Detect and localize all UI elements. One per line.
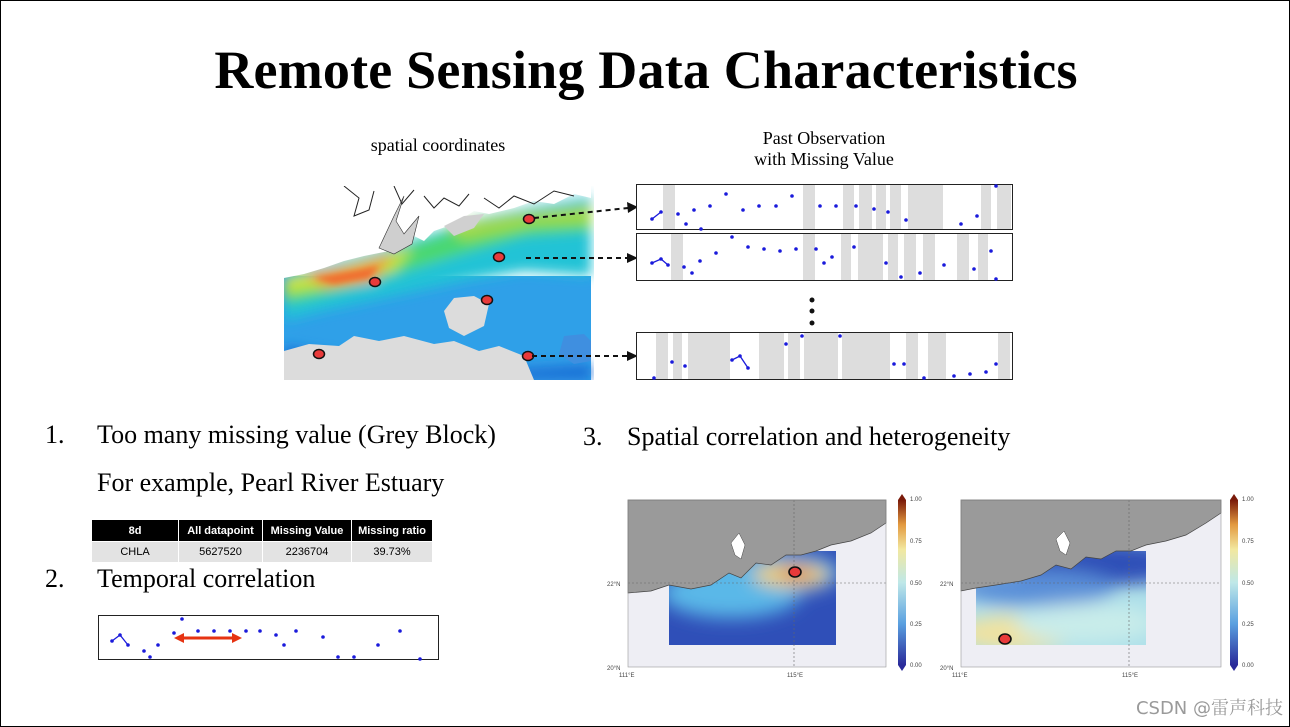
timeseries-panel-3 bbox=[636, 332, 1014, 381]
location-marker bbox=[494, 253, 505, 262]
table-header: Missing ratio bbox=[352, 520, 433, 542]
colorbar-tick: 0.25 bbox=[910, 622, 922, 628]
lat-label: 22°N bbox=[607, 582, 621, 588]
missing-value-table bbox=[91, 519, 433, 563]
spatial-coordinates-label: spatial coordinates bbox=[370, 135, 506, 155]
colorbar-tick: 0.75 bbox=[1242, 539, 1254, 545]
table-header: Missing Value bbox=[263, 520, 352, 542]
bullet-2-text: Temporal correlation bbox=[97, 564, 316, 593]
correlation-map-right bbox=[936, 493, 1266, 683]
bullet-3-number: 3. bbox=[583, 422, 603, 451]
slide-title: Remote Sensing Data Characteristics bbox=[214, 40, 1078, 100]
table-row bbox=[92, 542, 433, 563]
table-header: All datapoint bbox=[179, 520, 263, 542]
colorbar bbox=[1230, 500, 1238, 665]
table-header-row bbox=[92, 520, 433, 542]
vertical-ellipsis bbox=[806, 296, 818, 332]
bullet-1-number: 1. bbox=[45, 420, 65, 449]
bullet-1-text: Too many missing value (Grey Block) bbox=[97, 420, 496, 449]
colorbar-tick: 1.00 bbox=[1242, 497, 1254, 503]
temporal-correlation-plot bbox=[98, 615, 440, 661]
colorbar-tick: 0.25 bbox=[1242, 622, 1254, 628]
bullet-2-number: 2. bbox=[45, 564, 65, 593]
table-cell: CHLA bbox=[92, 542, 179, 563]
lon-label: 115°E bbox=[787, 673, 803, 679]
bullet-3-text: Spatial correlation and heterogeneity bbox=[627, 422, 1011, 451]
table-cell: 5627520 bbox=[179, 542, 263, 563]
timeseries-panel-1 bbox=[636, 184, 1014, 231]
colorbar-tick: 0.50 bbox=[1242, 581, 1254, 587]
colorbar-tick: 0.50 bbox=[910, 581, 922, 587]
lat-label: 22°N bbox=[940, 582, 954, 588]
lat-label: 20°N bbox=[607, 666, 621, 672]
watermark: CSDN @雷声科技 bbox=[1135, 698, 1283, 719]
connector-arrows bbox=[526, 196, 641, 366]
lon-label: 115°E bbox=[1122, 673, 1138, 679]
past-observation-line2: with Missing Value bbox=[754, 149, 894, 169]
location-marker bbox=[370, 278, 381, 287]
bullet-1-example: For example, Pearl River Estuary bbox=[97, 468, 445, 497]
table-header: 8d bbox=[92, 520, 179, 542]
past-observation-label bbox=[731, 128, 917, 170]
colorbar bbox=[898, 500, 906, 665]
colorbar-tick: 0.00 bbox=[910, 663, 922, 669]
bullet-3 bbox=[583, 422, 1010, 452]
location-marker bbox=[314, 350, 325, 359]
bullet-1 bbox=[45, 420, 496, 450]
lon-label: 111°E bbox=[952, 673, 968, 679]
correlation-map-left bbox=[601, 493, 931, 683]
location-marker bbox=[789, 567, 801, 577]
bullet-2 bbox=[45, 564, 315, 594]
lat-label: 20°N bbox=[940, 666, 954, 672]
lon-label: 111°E bbox=[619, 673, 635, 679]
colorbar-tick: 1.00 bbox=[910, 497, 922, 503]
colorbar-tick: 0.75 bbox=[910, 539, 922, 545]
location-marker bbox=[999, 634, 1011, 644]
table-cell: 2236704 bbox=[263, 542, 352, 563]
timeseries-panel-2 bbox=[636, 233, 1014, 282]
colorbar-tick: 0.00 bbox=[1242, 663, 1254, 669]
table-cell: 39.73% bbox=[352, 542, 433, 563]
location-marker bbox=[482, 296, 493, 305]
past-observation-line1: Past Observation bbox=[762, 128, 886, 148]
